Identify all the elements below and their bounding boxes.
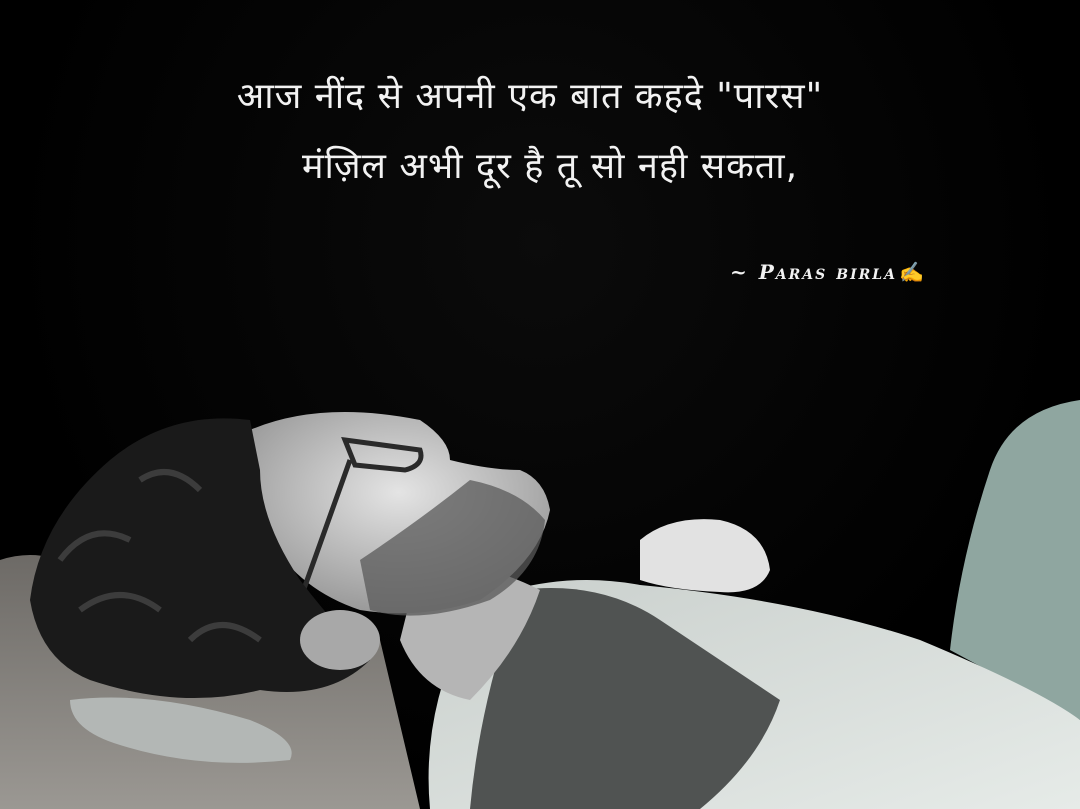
writing-hand-icon: ✍ xyxy=(898,260,926,284)
quote-line-2: मंज़िल अभी दूर है तू सो नही सकता, xyxy=(301,146,799,187)
signature-name: Paras birla xyxy=(758,260,897,284)
signature-prefix: ~ xyxy=(730,260,749,284)
quote-line-1: आज नींद से अपनी एक बात कहदे "पारस" xyxy=(236,76,824,117)
ear xyxy=(300,610,380,670)
signature xyxy=(730,260,926,284)
fist xyxy=(640,519,770,592)
